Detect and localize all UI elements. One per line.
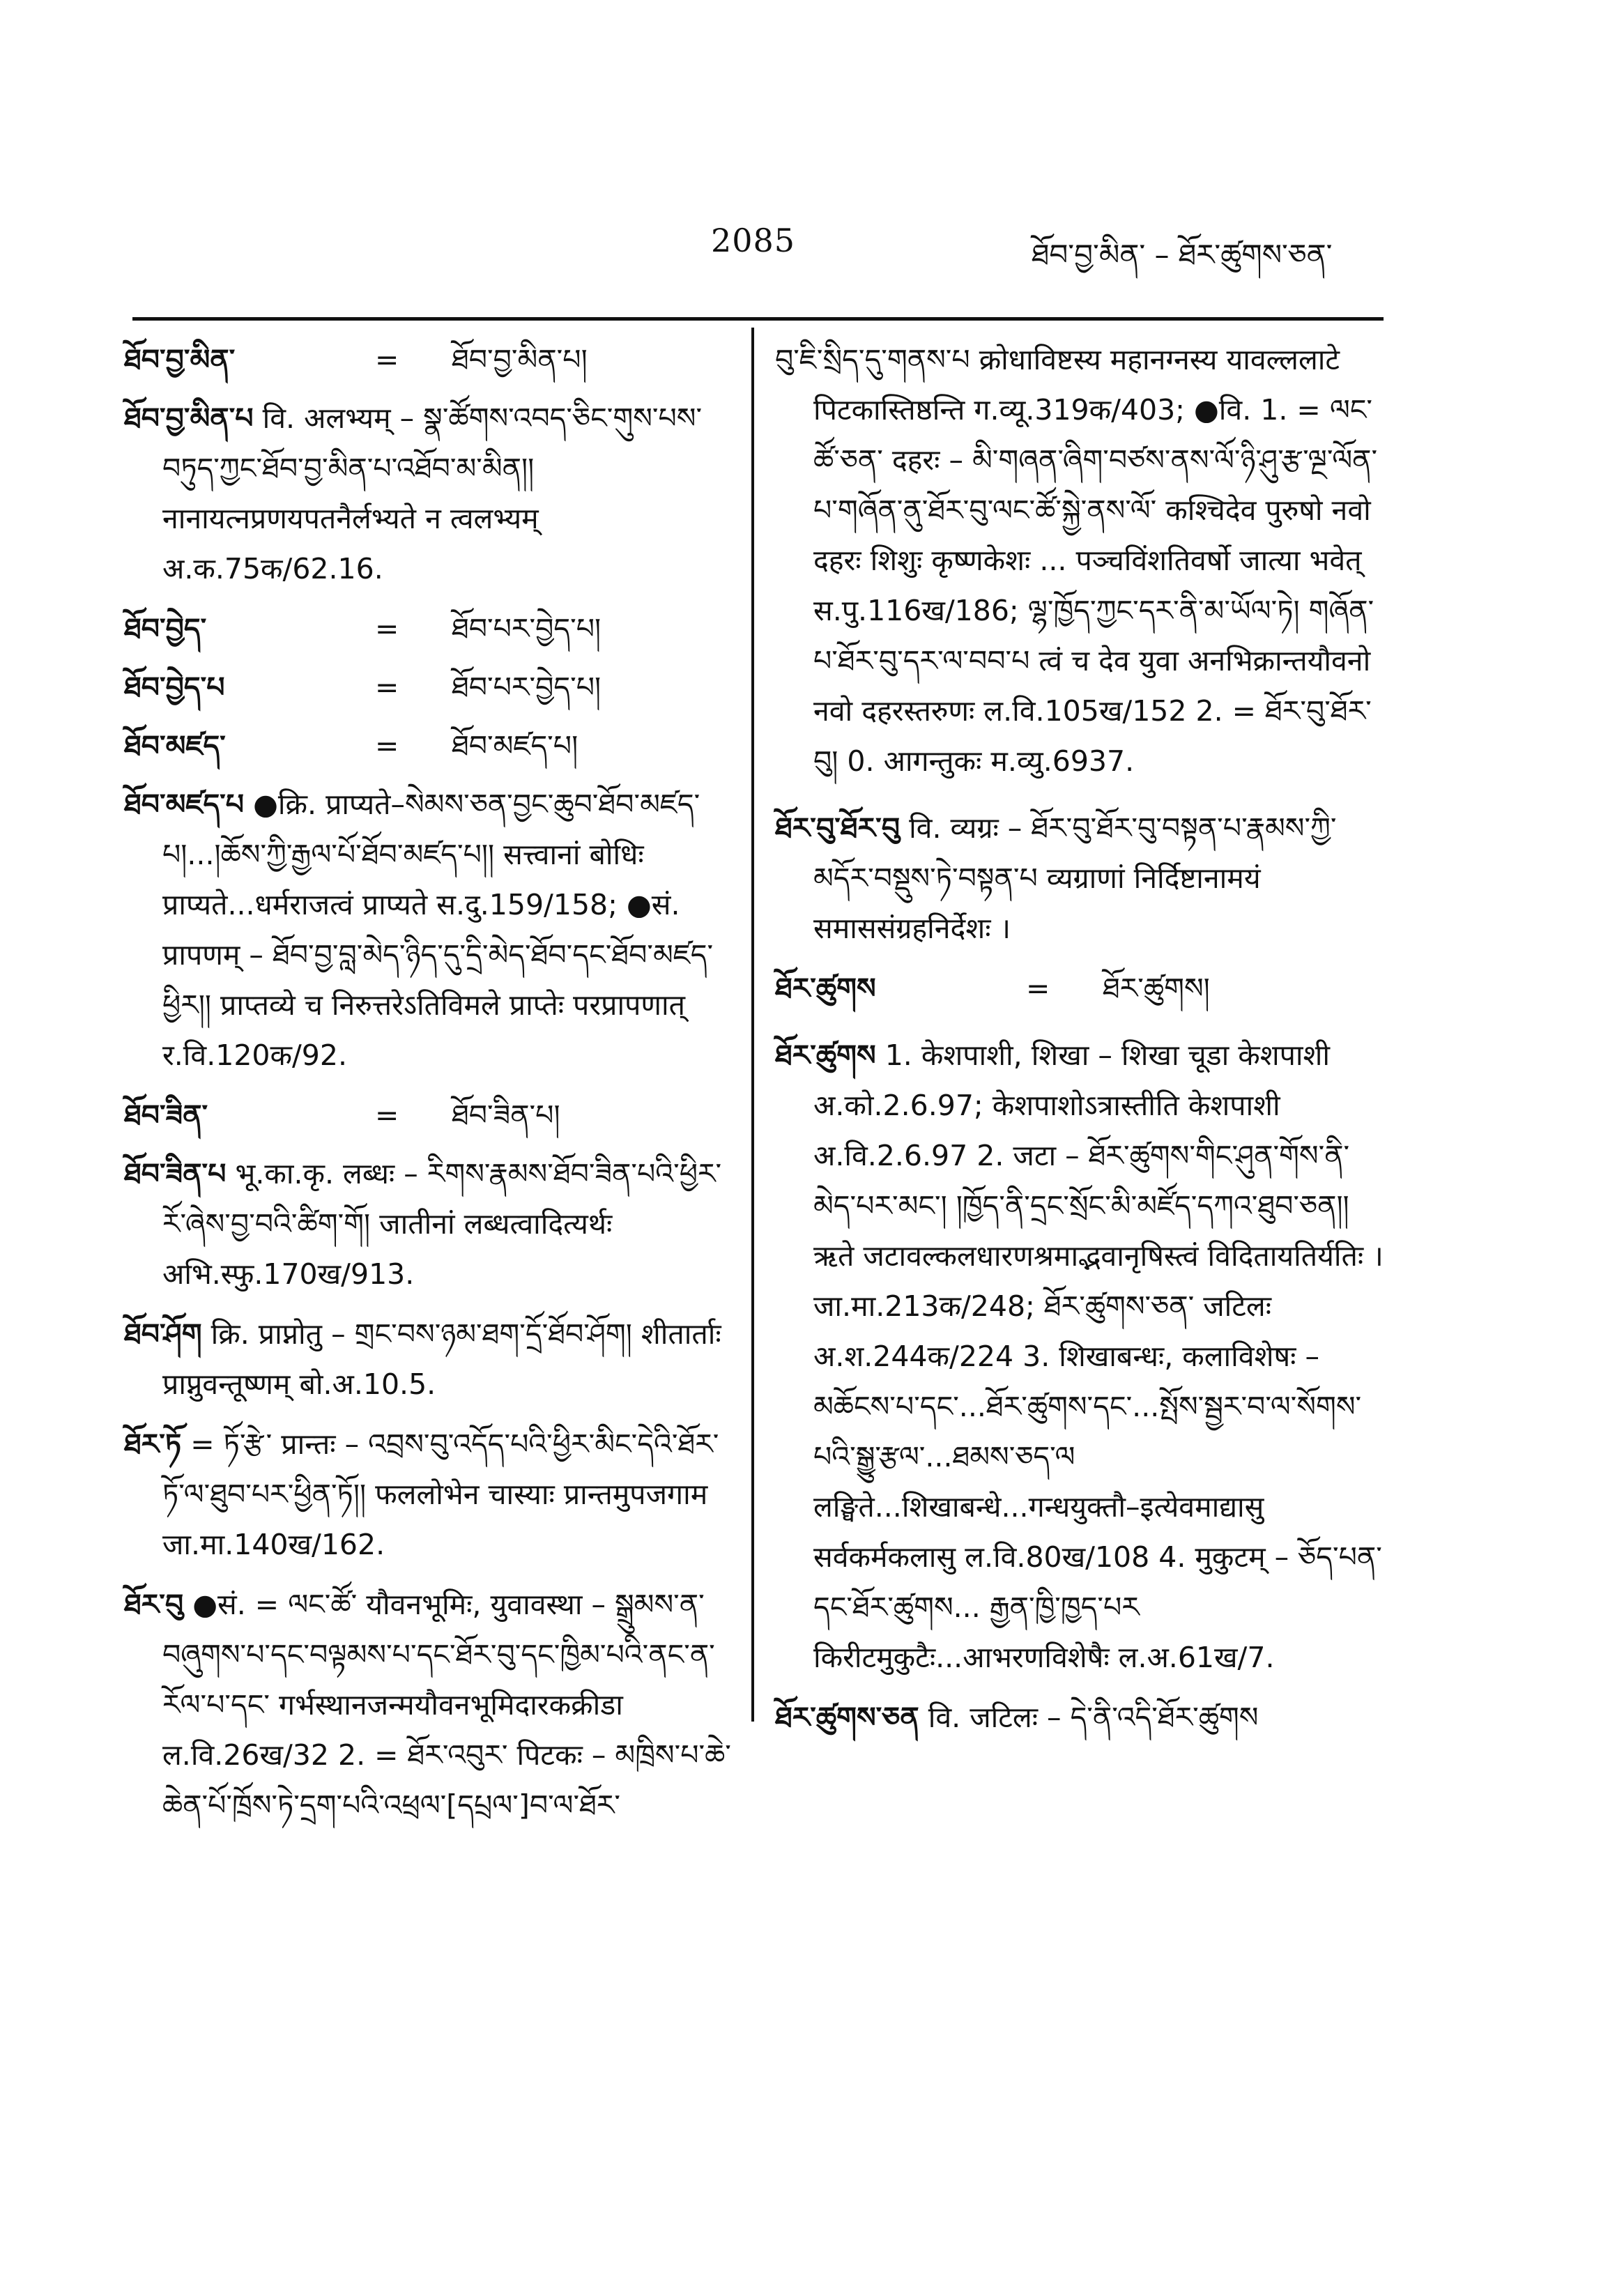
- entry-body: क्रि. प्राप्नोतु – གྲང་བས་ཉམ་ཐག་དྲོ་ཐོབ་ཤོག། शीतार्ताः प्राप्नुवन्तूष्णम् बो.अ.10.5.: [162, 1317, 721, 1401]
- continued-entry: [775, 335, 1392, 786]
- entry-headword: ཐོབ་ཟིན་པ: [124, 1157, 227, 1190]
- xref-target: ཐོབ་ཟིན་པ།: [452, 1098, 560, 1132]
- entry-headword: ཐོབ་བྱ་མིན་པ: [124, 401, 254, 435]
- equals-sign: =: [375, 729, 399, 763]
- entry-body: = ཏོ་རྩེ་ प्रान्तः – འབྲས་བུ་འདོད་པའི་ཕྱིར་མིང་དེའི་ཐོར་ཏོ་ལ་ཐུབ་པར་ཕྱིན་ཏོ།། फललोभेन चास्याः प्रान्तमुपजगाम जा.मा.140ख/162.: [162, 1427, 719, 1561]
- dictionary-entry: [775, 803, 1392, 953]
- entry-body: वि. अलभ्यम् – སྣ་ཚོགས་འབད་ཅིང་གུས་པས་བཏུད་ཀྱང་ཐོབ་བྱ་མིན་པ་འཐོབ་མ་མིན།། नानायत्नप्रणयपतनैर्लभ्यते न त्वलभ्यम् अ.क.75क/62.16.: [162, 401, 703, 585]
- dictionary-entry: [124, 1309, 741, 1409]
- xref-entry: [124, 335, 741, 385]
- right-column: [775, 335, 1392, 1752]
- entry-headword: ཐོབ་མཛད་: [124, 729, 226, 763]
- top-rule: [132, 317, 1384, 321]
- running-head: ཐོབ་བྱ་མིན་ – ཐོར་ཚུགས་ཅན་: [1032, 238, 1333, 272]
- xref-target: ཐོར་ཚུགས།: [1103, 972, 1210, 1005]
- column-divider: [751, 328, 754, 1722]
- entry-headword: ཐོར་ཚུགས: [775, 972, 876, 1005]
- entry-body: वि. जटिलः – དེ་ནི་འདི་ཐོར་ཚུགས: [928, 1701, 1259, 1734]
- xref-entry: [124, 604, 741, 654]
- entry-body: 1. केशपाशी, शिखा – शिखा चूडा केशपाशी अ.को.2.6.97; केशपाशोऽत्रास्तीति केशपाशी अ.वि.2.6.97 2. जटा – ཐོར་ཚུགས་གིང་ཤུན་གོས་ནི་མེད་པར་མང་། །ཁྱོད་ནི་དྲང་སྲོང་མི་མཛོད་དཀའ་ཐུབ་ཅན།། ऋते जटावल्कलधारणश्रमाद्भवानृषिस्त्वं विदितायतिर्यतिः । जा.मा.213क/248; ཐོར་ཚུགས་ཅན་ जटिलः अ.श.244क/224 3. शिखाबन्धः, कलाविशेषः – མཆོངས་པ་དང་...ཐོར་ཚུགས་དང་...སྤོས་སྦྱར་བ་ལ་སོགས་པའི་སྒྱུ་རྩལ་...ཐམས་ཅད་ལ लङ्घिते...शिखाबन्धे...गन्धयुक्तौ–इत्येवमाद्यासु सर्वकर्मकलासु ल.वि.80ख/108 4. मुकुटम् – ཅོད་པན་དང་ཐོར་ཚུགས... རྒྱན་ཁྱི་ཁྱད་པར किरीटमुकुटैः...आभरणविशेषैः ल.अ.61ख/7.: [813, 1039, 1384, 1674]
- dictionary-entry: [124, 1579, 741, 1830]
- entry-headword: ཐོར་བུ་ཐོར་བུ: [775, 811, 901, 845]
- entry-headword: ཐོར་ཚུགས་ཅན: [775, 1701, 919, 1734]
- entry-body: ●सं. = ལང་ཚོ་ यौवनभूमिः, युवावस्था – སྒྲུམས་ན་བཞུགས་པ་དང་བལྟམས་པ་དང་ཐོར་བུ་དང་ཁྱིམ་པའི་ནང་ན་རོལ་པ་དང་ गर्भस्थानजन्मयौवनभूमिदारकक्रीडा ल.वि.26ख/32 2. = ཐོར་འབུར་ पिटकः – མཁྲིས་པ་ཆེ་ཆེན་པོ་ཁྲོས་ཏེ་དྲག་པའི་འཕྲལ་[དཔྲལ་]བ་ལ་ཐོར་: [162, 1588, 731, 1822]
- equals-sign: =: [375, 343, 399, 376]
- entry-headword: ཐོར་བུ: [124, 1588, 184, 1621]
- entry-body: ●क्रि. प्राप्यते–སེམས་ཅན་བྱང་ཆུབ་ཐོབ་མཛད་པ།...།ཆོས་ཀྱི་རྒྱལ་པོ་ཐོབ་མཛད་པ།། सत्त्वानां बोधिः प्राप्यते...धर्मराजत्वं प्राप्यते स.दु.159/158; ●सं. प्रापणम् – ཐོབ་བྱ་བླ་མེད་ཉིད་དུ་དྲི་མེད་ཐོབ་དང་ཐོབ་མཛད་ཕྱིར།། प्राप्तव्ये च निरुत्तरेऽतिविमले प्राप्तेः परप्रापणात् र.वि.120क/92.: [162, 788, 714, 1072]
- entry-headword: ཐོབ་བྱ་མིན་: [124, 343, 236, 376]
- entry-headword: ཐོར་ཚུགས: [775, 1039, 876, 1072]
- entry-body: བུ་ཇི་སྲིད་དུ་གནས་པ क्रोधाविष्टस्य महानग्नस्य यावल्ललाटे पिटकास्तिष्ठन्ति ग.व्यू.319क/403; ●वि. 1. = ལང་ཚོ་ཅན་ दहरः – མི་གཞན་ཞིག་བཙས་ནས་ལོ་ཉི་ཤུ་རྩ་ལྔ་ལོན་པ་གཞོན་ནུ་ཐོར་བུ་ལང་ཚོ་སྐྱེ་ནས་ལོ་ कश्चिदेव पुरुषो नवो दहरः शिशुः कृष्णकेशः ... पञ्चविंशतिवर्षो जात्या भवेत् स.पु.116ख/186; ལྷ་ཁྱོད་ཀྱང་དར་ནི་མ་ཡོལ་ཏེ། གཞོན་པ་ཐོར་བུ་དར་ལ་བབ་པ त्वं च देव युवा अनभिक्रान्तयौवनो नवो दहरस्तरुणः ल.वि.105ख/152 2. = ཐོར་བུ་ཐོར་བུ། 0. आगन्तुकः म.व्यु.6937.: [775, 343, 1378, 778]
- xref-entry: [124, 721, 741, 771]
- entry-headword: ཐོབ་ཟིན་: [124, 1098, 208, 1132]
- left-column: [124, 335, 741, 1840]
- dictionary-entry: [124, 1419, 741, 1570]
- xref-entry: [775, 963, 1392, 1013]
- equals-sign: =: [375, 1098, 399, 1132]
- dictionary-entry: [775, 1692, 1392, 1742]
- dictionary-entry: [124, 1149, 741, 1299]
- entry-body: भू.का.कृ. लब्धः – རིགས་རྣམས་ཐོབ་ཟིན་པའི་ཕྱིར་རོ་ཞེས་བྱ་བའི་ཚིག་གོ། जातीनां लब्धत्वादित्यर्थः अभि.स्फु.170ख/913.: [162, 1157, 722, 1291]
- entry-headword: ཐོབ་མཛད་པ: [124, 788, 245, 821]
- entry-headword: ཐོར་ཏོ: [124, 1427, 182, 1461]
- dictionary-entry: [124, 393, 741, 594]
- xref-target: ཐོབ་པར་བྱེད་པ།: [452, 612, 602, 645]
- equals-sign: =: [375, 612, 399, 645]
- dictionary-entry: [775, 1030, 1392, 1683]
- entry-body: वि. व्यग्रः – ཐོར་བུ་ཐོར་བུ་བསྟན་པ་རྣམས་ཀྱི་མདོར་བསྡུས་ཏེ་བསྟན་པ व्यग्राणां निर्दिष्टानामयं समाससंग्रहनिर्देशः ।: [813, 811, 1337, 945]
- entry-headword: ཐོབ་བྱེད་པ: [124, 671, 225, 704]
- entry-headword: ཐོབ་བྱེད་: [124, 612, 207, 645]
- xref-entry: [124, 662, 741, 712]
- xref-entry: [124, 1090, 741, 1140]
- xref-target: ཐོབ་མཛད་པ།: [452, 729, 579, 763]
- page-number: 2085: [711, 222, 796, 259]
- equals-sign: =: [1026, 972, 1050, 1005]
- equals-sign: =: [375, 671, 399, 704]
- xref-target: ཐོབ་པར་བྱེད་པ།: [452, 671, 602, 704]
- dictionary-entry: [124, 779, 741, 1080]
- xref-target: ཐོབ་བྱ་མིན་པ།: [452, 343, 588, 376]
- entry-headword: ཐོབ་ཤོག: [124, 1317, 202, 1351]
